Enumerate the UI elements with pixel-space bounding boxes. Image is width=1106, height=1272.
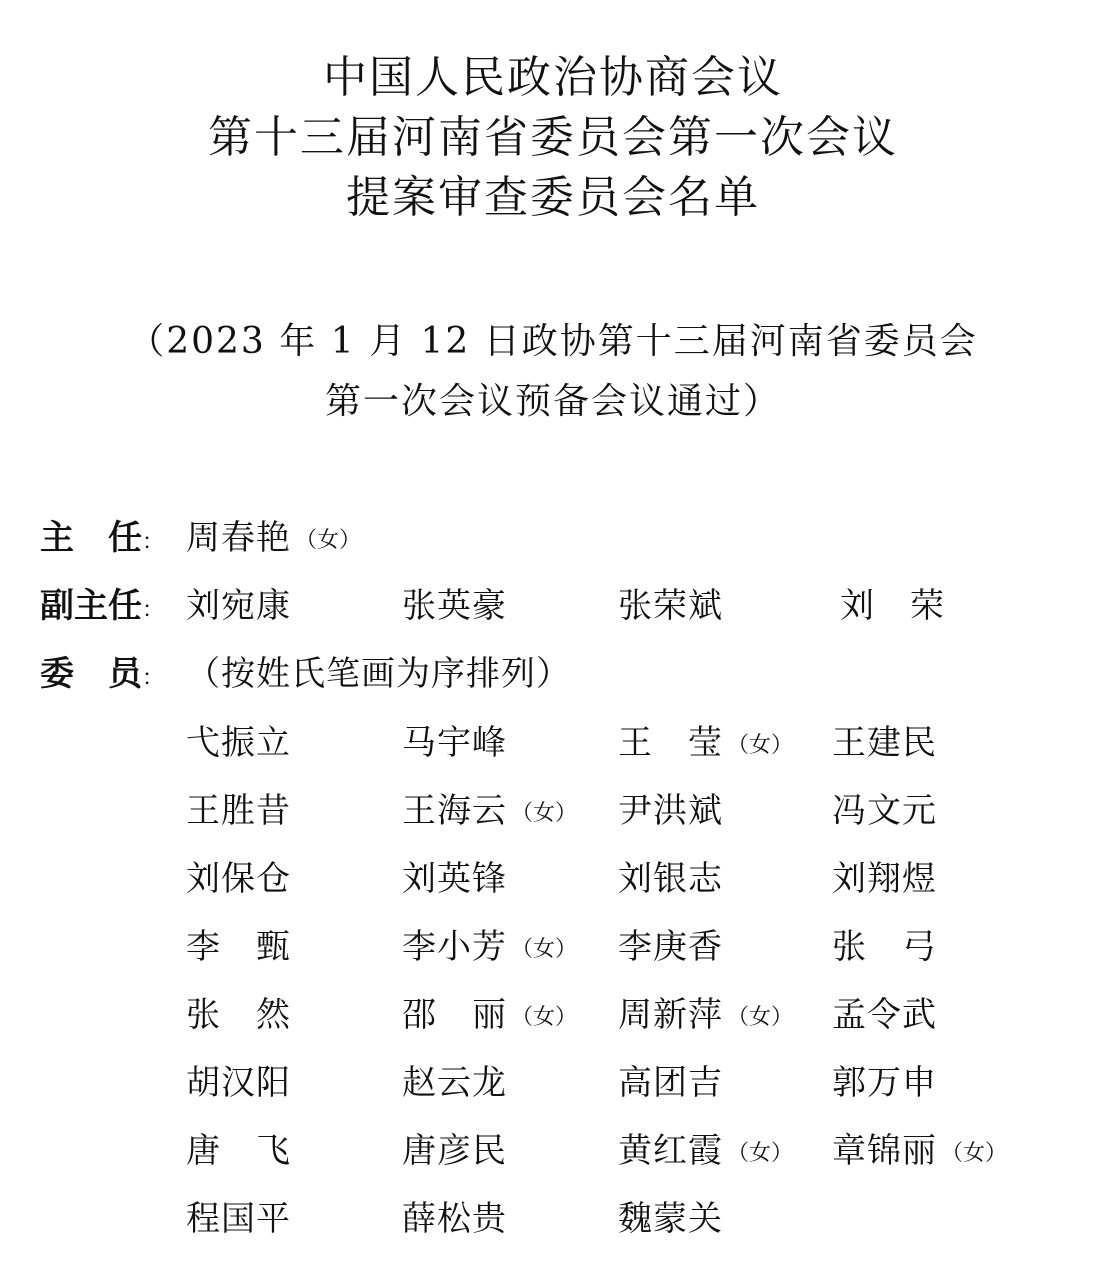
member-name: 冯文元 (832, 791, 937, 831)
vice-chairs-row (0, 581, 1106, 631)
female-mark: （女） (511, 937, 578, 962)
members-row (0, 649, 1106, 699)
female-mark: （女） (941, 1141, 1008, 1166)
vice-chair-name: 张英豪 (402, 586, 507, 626)
member-name: 章锦丽 （女） (832, 1131, 1008, 1171)
member-name: 程国平 (186, 1199, 291, 1239)
female-mark: （女） (727, 733, 794, 758)
female-mark: （女） (295, 528, 362, 553)
member-name: 王建民 (832, 723, 937, 763)
member-row (0, 718, 1106, 768)
member-name: 李 甄 (186, 927, 291, 967)
vice-chairs-role-label: 副主任： (40, 586, 165, 626)
member-name: 李庚香 (618, 927, 723, 967)
member-row (0, 1194, 1106, 1244)
vice-chair-name: 刘 荣 (840, 586, 945, 626)
member-name: 孟令武 (832, 995, 937, 1035)
chair-name: 周春艳 （女） (186, 518, 362, 558)
member-name: 刘银志 (618, 859, 723, 899)
member-name: 尹洪斌 (618, 791, 723, 831)
member-name: 黄红霞 （女） (618, 1131, 794, 1171)
members-order-note: （按姓氏笔画为序排列） (186, 654, 571, 694)
member-name: 唐彦民 (402, 1131, 507, 1171)
member-name: 李小芳 （女） (402, 927, 578, 967)
subtitle-line-2: 第一次会议预备会议通过） (324, 381, 781, 422)
member-row (0, 990, 1106, 1040)
title-line-3: 提案审查委员会名单 (346, 172, 760, 223)
members-role-label: 委 员： (40, 654, 165, 694)
member-name: 弋振立 (186, 723, 291, 763)
member-row (0, 1058, 1106, 1108)
vice-chair-name: 张荣斌 (618, 586, 723, 626)
document-title (0, 48, 1106, 228)
female-mark: （女） (727, 1141, 794, 1166)
title-line-1: 中国人民政治协商会议 (323, 52, 783, 103)
female-mark: （女） (511, 1005, 578, 1030)
member-name: 张 然 (186, 995, 291, 1035)
member-name: 赵云龙 (402, 1063, 507, 1103)
member-row (0, 786, 1106, 836)
document-subtitle (0, 312, 1106, 432)
member-name: 马宇峰 (402, 723, 507, 763)
member-name: 胡汉阳 (186, 1063, 291, 1103)
chair-role-label: 主 任： (40, 518, 165, 558)
member-name: 魏蒙关 (618, 1199, 723, 1239)
member-row (0, 922, 1106, 972)
member-name: 薛松贵 (402, 1199, 507, 1239)
chair-row (0, 513, 1106, 563)
member-name: 唐 飞 (186, 1131, 291, 1171)
member-row (0, 854, 1106, 904)
member-name: 王胜昔 (186, 791, 291, 831)
female-mark: （女） (727, 1005, 794, 1030)
member-row (0, 1126, 1106, 1176)
female-mark: （女） (511, 801, 578, 826)
member-name: 王 莹 （女） (618, 723, 794, 763)
member-name: 王海云 （女） (402, 791, 578, 831)
member-name: 张 弓 (832, 927, 937, 967)
member-name: 高团吉 (618, 1063, 723, 1103)
member-name: 刘英锋 (402, 859, 507, 899)
member-name: 邵 丽 （女） (402, 995, 578, 1035)
member-name: 刘翔煜 (832, 859, 937, 899)
vice-chair-name: 刘宛康 (186, 586, 291, 626)
member-name: 郭万申 (832, 1063, 937, 1103)
member-name: 周新萍 （女） (618, 995, 794, 1035)
subtitle-line-1: （2023 年 1 月 12 日政协第十三届河南省委员会 (128, 321, 978, 362)
member-name: 刘保仓 (186, 859, 291, 899)
title-line-2: 第十三届河南省委员会第一次会议 (208, 112, 898, 163)
